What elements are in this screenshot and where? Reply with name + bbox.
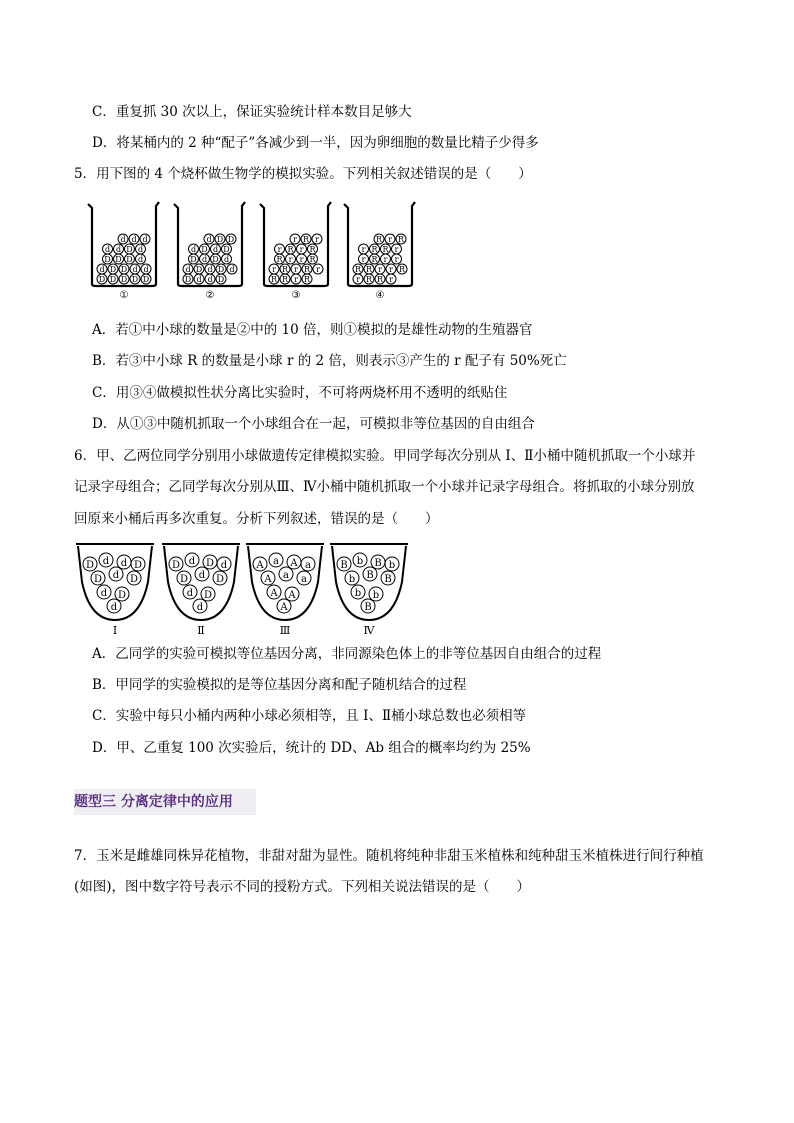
ball-label: d — [185, 265, 191, 274]
ball-label: d — [196, 275, 202, 284]
ball — [269, 553, 283, 567]
ball — [193, 599, 207, 613]
ball-label: D — [201, 245, 208, 254]
ball-label: D — [131, 275, 139, 284]
ball-label: d — [207, 275, 213, 284]
ball — [285, 587, 299, 601]
ball-label: A — [256, 560, 264, 571]
ball — [286, 254, 296, 264]
ball-label: B — [366, 570, 374, 581]
buckets-figure — [74, 542, 410, 638]
bucket-3 — [246, 544, 324, 637]
ball — [359, 254, 369, 264]
ball-label: d — [143, 265, 149, 274]
ball — [130, 264, 140, 274]
ball-label: A — [280, 602, 288, 613]
q5-option-b: B．若③中小球 R 的数量是小球 r 的 2 倍，则表示③产生的 r 配子有 50%死亡 — [92, 353, 567, 369]
ball — [83, 557, 97, 571]
ball-label: d — [131, 235, 137, 244]
ball-label: d — [207, 265, 213, 274]
ball-label: D — [217, 275, 225, 284]
ball-label: D — [109, 275, 117, 284]
ball — [125, 244, 135, 254]
ball-label: D — [171, 560, 181, 571]
ball — [108, 274, 118, 284]
ball — [189, 244, 199, 254]
ball — [201, 587, 215, 601]
bucket-label: Ⅳ — [363, 624, 375, 637]
ball — [363, 567, 377, 581]
ball — [169, 557, 183, 571]
ball — [119, 264, 129, 274]
ball-label: r — [378, 265, 382, 274]
ball-label: R — [376, 275, 384, 284]
ball — [286, 244, 296, 254]
ball — [308, 254, 318, 264]
ball — [127, 571, 141, 585]
ball — [99, 553, 113, 567]
ball-label: r — [316, 265, 320, 274]
ball — [226, 234, 236, 244]
ball-label: D — [217, 265, 225, 274]
ball-label: D — [117, 590, 127, 601]
ball-label: r — [315, 235, 319, 244]
beaker-label: ① — [119, 290, 129, 301]
ball-label: R — [354, 265, 362, 274]
ball-label: D — [190, 255, 197, 264]
ball-label: r — [389, 265, 393, 274]
ball — [217, 557, 231, 571]
ball — [115, 587, 129, 601]
ball-label: D — [109, 265, 117, 274]
bucket-2 — [162, 544, 240, 637]
ball — [213, 571, 227, 585]
ball — [279, 567, 293, 581]
ball — [261, 571, 275, 585]
ball-label: r — [277, 245, 282, 254]
ball-label: d — [102, 556, 110, 567]
ball-label: D — [223, 245, 230, 254]
ball — [353, 274, 363, 284]
ball-label: d — [110, 602, 118, 613]
ball-label: R — [371, 255, 378, 264]
ball — [280, 264, 290, 274]
ball — [141, 274, 151, 284]
ball-label: r — [299, 245, 304, 254]
ball — [396, 234, 406, 244]
ball-label: R — [398, 265, 406, 274]
beaker-label: ② — [205, 290, 215, 301]
ball — [345, 571, 359, 585]
ball-label: R — [302, 235, 310, 244]
ball-label: B — [364, 602, 372, 613]
ball — [183, 264, 193, 274]
ball — [374, 234, 384, 244]
ball-label: D — [205, 558, 215, 569]
ball-label: d — [142, 235, 148, 244]
ball — [118, 234, 128, 244]
ball — [253, 557, 267, 571]
ball-label: r — [293, 235, 297, 244]
ball — [216, 274, 226, 284]
ball-label: d — [112, 570, 120, 581]
ball-label: d — [115, 245, 122, 254]
ball-label: B — [340, 560, 348, 571]
q5-option-a: A．若①中小球的数量是②中的 10 倍，则①模拟的是雄性动物的生殖器官 — [92, 322, 533, 338]
ball — [375, 274, 385, 284]
ball — [97, 585, 111, 599]
ball — [189, 254, 199, 264]
beaker-label: ③ — [291, 290, 301, 301]
ball — [194, 274, 204, 284]
ball-label: R — [270, 275, 278, 284]
ball-label: r — [394, 255, 399, 264]
ball — [215, 234, 225, 244]
ball-label: D — [216, 235, 224, 244]
ball-label: D — [85, 560, 95, 571]
ball — [369, 587, 383, 601]
ball — [195, 567, 209, 581]
bucket-label: Ⅰ — [112, 624, 118, 637]
ball-label: r — [383, 255, 388, 264]
ball — [287, 555, 301, 569]
ball — [291, 274, 301, 284]
ball — [125, 254, 135, 264]
ball — [370, 254, 380, 264]
ball — [312, 234, 322, 244]
ball — [97, 274, 107, 284]
ball-label: D — [104, 255, 111, 264]
ball — [109, 567, 123, 581]
ball-label: D — [142, 275, 150, 284]
ball-label: r — [299, 255, 304, 264]
bucket-1 — [76, 544, 154, 637]
ball-label: R — [371, 245, 378, 254]
q6-option-b: B．甲同学的实验模拟的是等位基因分离和配子随机结合的过程 — [92, 677, 467, 693]
ball-label: D — [184, 275, 192, 284]
ball — [269, 264, 279, 274]
ball — [280, 274, 290, 284]
ball — [131, 557, 145, 571]
ball-label: d — [223, 255, 230, 264]
ball — [290, 234, 300, 244]
ball — [302, 274, 312, 284]
ball — [194, 264, 204, 274]
ball-label: B — [384, 574, 392, 585]
ball — [337, 557, 351, 571]
ball-label: r — [361, 255, 366, 264]
q4-option-d: D．将某桶内的 2 种“配子”各减少到一半，因为卵细胞的数量比精子少得多 — [92, 135, 539, 151]
ball-label: A — [270, 588, 278, 599]
ball-label: d — [137, 245, 144, 254]
q6-stem-line-1: 6．甲、乙两位同学分别用小球做遗传定律模拟实验。甲同学每次分别从 I、Ⅱ小桶中随机抓取一个小球并 — [74, 448, 696, 464]
ball — [269, 274, 279, 284]
q6-option-a: A．乙同学的实验可模拟等位基因分离，非同源染色体上的非等位基因自由组合的过程 — [92, 646, 602, 662]
ball-label: B — [374, 558, 382, 569]
ball — [297, 244, 307, 254]
q6-option-c: C．实验中每只小桶内两种小球必须相等，且 I、Ⅱ桶小球总数也必须相等 — [92, 708, 527, 724]
bucket-label: Ⅲ — [279, 624, 291, 637]
ball — [386, 274, 396, 284]
ball — [275, 244, 285, 254]
ball-label: D — [179, 574, 189, 585]
ball — [103, 244, 113, 254]
ball-label: b — [356, 556, 364, 567]
ball-label: d — [120, 235, 126, 244]
ball — [203, 555, 217, 569]
ball-label: d — [229, 265, 235, 274]
ball-label: r — [389, 275, 393, 284]
ball-label: R — [375, 235, 383, 244]
q7-stem-line-2: (如图)，图中数字符号表示不同的授粉方式。下列相关说法错误的是（ ） — [74, 879, 531, 895]
ball-label: D — [215, 574, 225, 585]
ball — [117, 555, 131, 569]
ball-label: d — [201, 255, 208, 264]
ball-label: d — [120, 558, 128, 569]
ball — [353, 264, 363, 274]
ball — [291, 264, 301, 274]
ball-label: d — [132, 265, 138, 274]
ball-label: a — [283, 570, 289, 581]
ball — [301, 557, 315, 571]
ball-label: d — [196, 602, 204, 613]
ball-label: D — [133, 560, 143, 571]
ball — [364, 264, 374, 274]
ball — [353, 553, 367, 567]
ball — [216, 264, 226, 274]
ball — [364, 274, 374, 284]
ball — [371, 555, 385, 569]
ball-label: R — [365, 265, 373, 274]
ball-label: D — [126, 245, 133, 254]
ball — [91, 571, 105, 585]
ball — [200, 254, 210, 264]
ball-label: A — [264, 574, 272, 585]
ball — [385, 557, 399, 571]
ball — [185, 553, 199, 567]
ball — [351, 585, 365, 599]
ball-label: d — [186, 588, 194, 599]
ball-label: r — [361, 245, 366, 254]
ball-label: D — [120, 265, 128, 274]
ball-label: b — [388, 560, 396, 571]
ball-label: D — [129, 574, 139, 585]
ball-label: r — [294, 275, 298, 284]
ball — [297, 254, 307, 264]
beaker-4 — [344, 202, 415, 301]
ball — [302, 264, 312, 274]
ball-label: a — [301, 574, 307, 585]
ball-label: d — [212, 245, 219, 254]
section-title: 题型三 分离定律中的应用 — [74, 794, 233, 810]
ball-label: b — [354, 588, 362, 599]
ball — [301, 234, 311, 244]
ball — [277, 599, 291, 613]
ball-label: a — [305, 560, 311, 571]
q5-option-d: D．从①③中随机抓取一个小球组合在一起，可模拟非等位基因的自由组合 — [92, 416, 535, 432]
ball-label: r — [394, 245, 399, 254]
q6-stem-line-3: 回原来小桶后再多次重复。分析下列叙述，错误的是（ ） — [74, 511, 439, 527]
ball — [392, 244, 402, 254]
ball — [370, 244, 380, 254]
ball — [97, 264, 107, 274]
ball-label: d — [100, 588, 108, 599]
ball — [386, 264, 396, 274]
ball-label: d — [104, 245, 111, 254]
ball — [392, 254, 402, 264]
ball — [381, 254, 391, 264]
ball — [313, 264, 323, 274]
ball — [200, 244, 210, 254]
ball-label: R — [303, 265, 311, 274]
beaker-3 — [260, 202, 331, 301]
ball — [267, 585, 281, 599]
ball-label: R — [382, 245, 389, 254]
ball-label: R — [309, 255, 316, 264]
ball-label: r — [272, 265, 276, 274]
ball — [103, 254, 113, 264]
ball-label: d — [220, 560, 228, 571]
ball-label: R — [281, 265, 289, 274]
ball — [183, 274, 193, 284]
ball-label: D — [98, 275, 106, 284]
ball — [183, 585, 197, 599]
ball — [141, 264, 151, 274]
ball — [211, 244, 221, 254]
ball-label: R — [397, 235, 405, 244]
ball-label: d — [137, 255, 144, 264]
ball — [361, 599, 375, 613]
ball — [136, 254, 146, 264]
ball — [177, 571, 191, 585]
ball — [275, 254, 285, 264]
ball-label: r — [294, 265, 298, 274]
ball — [107, 599, 121, 613]
ball — [129, 234, 139, 244]
beakers-figure — [86, 200, 416, 304]
q6-option-d: D．甲、乙重复 100 次实验后，统计的 DD、Ab 组合的概率均约为 25% — [92, 740, 531, 756]
ball-label: d — [190, 245, 197, 254]
ball — [130, 274, 140, 284]
ball — [397, 264, 407, 274]
ball — [114, 244, 124, 254]
ball — [375, 264, 385, 274]
ball-label: b — [348, 574, 356, 585]
q7-stem-line-1: 7．玉米是雌雄同株异花植物，非甜对甜为显性。随机将纯种非甜玉米植株和纯种甜玉米植株进行间行种植 — [74, 848, 704, 864]
ball-label: D — [126, 255, 133, 264]
q5-stem: 5．用下图的 4 个烧杯做生物学的模拟实验。下列相关叙述错误的是（ ） — [74, 166, 532, 182]
q4-option-c: C．重复抓 30 次以上，保证实验统计样本数目足够大 — [92, 104, 412, 120]
ball — [222, 244, 232, 254]
ball — [308, 244, 318, 254]
beaker-1 — [88, 202, 159, 301]
ball — [297, 571, 311, 585]
ball-label: D — [195, 265, 203, 274]
ball-label: a — [273, 556, 279, 567]
bucket-4 — [330, 544, 408, 637]
ball — [205, 274, 215, 284]
ball — [359, 244, 369, 254]
beaker-2 — [174, 202, 245, 301]
q6-stem-line-2: 记录字母组合；乙同学每次分别从Ⅲ、Ⅳ小桶中随机抓取一个小球并记录字母组合。将抓取的小球分别放 — [74, 479, 695, 495]
ball-label: D — [120, 275, 128, 284]
ball — [205, 264, 215, 274]
ball-label: R — [365, 275, 373, 284]
ball — [136, 244, 146, 254]
ball-label: D — [227, 235, 235, 244]
ball — [119, 274, 129, 284]
q5-option-c: C．用③④做模拟性状分离比实验时，不可将两烧杯用不透明的纸贴住 — [92, 385, 508, 401]
ball — [114, 254, 124, 264]
ball-label: R — [281, 275, 289, 284]
ball-label: R — [309, 245, 316, 254]
ball-label: R — [276, 255, 283, 264]
ball-label: r — [388, 235, 392, 244]
ball-label: d — [206, 235, 212, 244]
ball-label: A — [288, 590, 296, 601]
ball-label: d — [198, 570, 206, 581]
ball-label: A — [290, 558, 298, 569]
ball — [140, 234, 150, 244]
ball — [381, 244, 391, 254]
ball — [108, 264, 118, 274]
ball-label: R — [303, 275, 311, 284]
ball-label: d — [99, 265, 105, 274]
ball — [381, 571, 395, 585]
ball-label: d — [188, 556, 196, 567]
ball — [385, 234, 395, 244]
ball — [204, 234, 214, 244]
beaker-label: ④ — [375, 290, 385, 301]
bucket-label: Ⅱ — [197, 624, 205, 637]
ball-label: D — [203, 590, 213, 601]
ball-label: b — [372, 590, 380, 601]
ball-label: r — [356, 275, 360, 284]
ball-label: D — [212, 255, 219, 264]
ball-label: r — [288, 255, 293, 264]
ball-label: D — [115, 255, 122, 264]
ball-label: D — [93, 574, 103, 585]
ball — [227, 264, 237, 274]
ball-label: R — [287, 245, 294, 254]
ball — [222, 254, 232, 264]
ball — [211, 254, 221, 264]
